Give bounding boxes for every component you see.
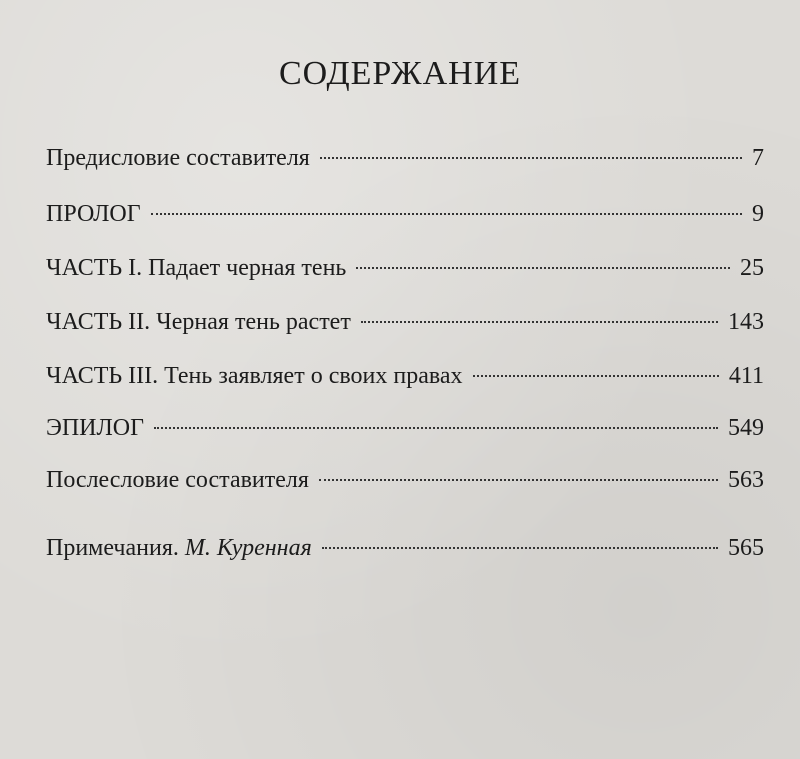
toc-page-number: 7 [752,145,764,171]
dot-leader [319,479,718,481]
toc-entry-title [46,535,312,562]
dot-leader [322,547,718,549]
toc-page-number: 411 [728,363,764,389]
toc-entry-prologue [46,201,764,235]
toc-entry-notes [46,535,764,569]
toc-page-number: 563 [728,467,764,493]
notes-label: Примечания. [46,535,179,561]
toc-page-number: 565 [728,535,764,561]
toc-entry-afterword [46,467,764,501]
toc-page-number: 549 [728,415,764,441]
toc-entry-preface [46,145,764,179]
toc-entry-title: ЧАСТЬ II. Черная тень растет [46,309,351,335]
contents-heading: СОДЕРЖАНИЕ [278,55,522,92]
toc-entry-title: ПРОЛОГ [46,201,141,227]
dot-leader [320,157,742,159]
toc-entry-title: Послесловие составителя [46,467,309,493]
toc-page-number: 143 [728,309,764,335]
toc-entry-part-1 [46,255,764,289]
dot-leader [151,213,742,215]
dot-leader [473,375,719,377]
toc-page-number: 25 [740,255,764,281]
toc-entry-title: ЧАСТЬ III. Тень заявляет о своих правах [46,363,463,389]
dot-leader [356,267,730,269]
toc-entry-title: Предисловие составителя [46,145,310,171]
toc-entry-title: ЧАСТЬ I. Падает черная тень [46,255,347,281]
toc-entry-part-3 [46,363,764,397]
dot-leader [154,427,718,429]
toc-entry-title: ЭПИЛОГ [46,415,144,441]
toc-entry-epilogue [46,415,764,449]
toc-entry-part-2 [46,309,764,343]
notes-author: М. Куренная [184,535,312,561]
toc-page-number: 9 [752,201,764,227]
dot-leader [361,321,718,323]
